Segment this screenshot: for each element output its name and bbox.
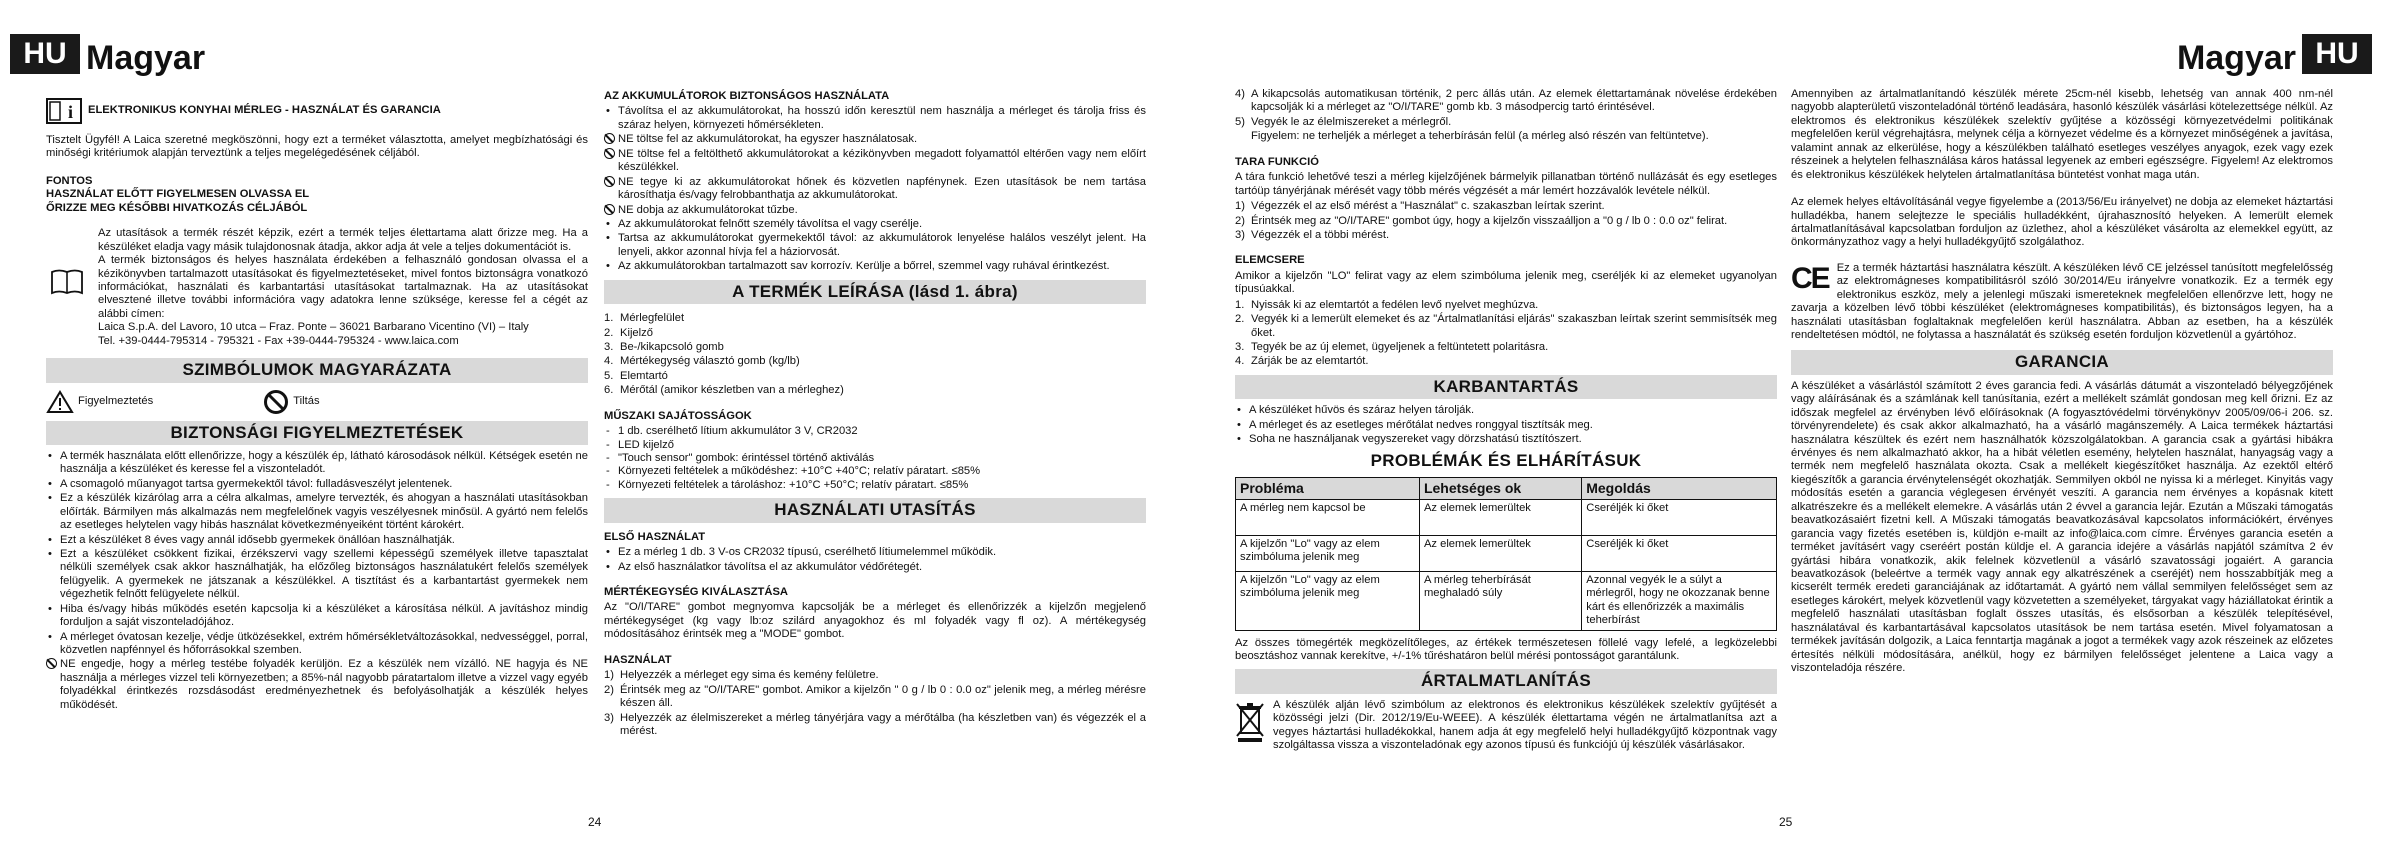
- fontos-text-2: A termék biztonságos és helyes használata érdekében a felhasználó gondosan olvassa el a kézikönyvben tartalmazott utasításokat és figyelmeztetéseket, mivel fontos biztonságra vonatkozó információkat, használati és karbantartási utasításokat tartalmaznak. Ha az utasításokat elvesztené illetve további információra vagy adatokra lenne szüksége, keresse fel a cégét az alábbi címen:: [98, 254, 588, 320]
- list-item-text: NE engedje, hogy a mérleg testébe folyadék kerüljön. Ez a készülék nem vízálló. NE hagyja és NE használja a mérleges vizzel teli környezetben; a 85%-nál nagyobb páratartalom illetve a vizzel vagy egyéb folyadékkal érintkezés rozsdásodást eredményezhetnek és befolyásolhatják a készülék helyes működését.: [60, 658, 588, 711]
- list-item-text: Érintsék meg az "O/I/TARE" gombot. Amikor a kijelzőn " 0 g / lb 0 : 0.0 oz" jelenik meg, a mérleg mérésre készen áll.: [620, 683, 1146, 710]
- prohibition-icon: [604, 133, 615, 144]
- battery-list: [604, 105, 1146, 273]
- company-address: Laica S.p.A. del Lavoro, 10 utca – Fraz. Ponte – 36021 Barbarano Vicentino (VI) – Italy: [98, 321, 529, 334]
- maintenance-heading: KARBANTARTÁS: [1235, 375, 1777, 399]
- svg-text:i: i: [68, 102, 74, 122]
- list-item-text: Kijelző: [620, 326, 653, 339]
- list-item: • Ezt a készüléket 8 éves vagy annál idősebb gyermekek önállóan használhatják.: [46, 534, 588, 547]
- list-item-text: Végezzék el a többi mérést.: [1251, 228, 1390, 241]
- prohibition-icon: [46, 658, 57, 669]
- list-item: [1235, 88, 1777, 115]
- usage-heading: HASZNÁLATI UTASÍTÁS: [604, 498, 1146, 522]
- page-number: 25: [1779, 815, 1793, 829]
- list-item: [604, 133, 1146, 146]
- list-item: 4. Mértékegység választó gomb (kg/lb): [604, 355, 800, 368]
- list-item: 6. Mérőtál (amikor készletben van a mérleghez): [604, 384, 844, 397]
- warranty-text: A készüléket a vásárlástól számított 2 éves garancia fedi. A vásárlás dátumát a viszonteladó bélyegzőjének vagy aláírásának és a számlának kell tanúsítania, ezért a mellékelt számlát gondosan meg kell őrizni. Ez az időszak megfelel az érvényben lévő előírásoknak (A fogyasztóvédelmi törvénykönyv 2005/09/06-i 206. sz. törvényrendelete) és csak akkor alkalmazható, ha a vásárló magánszemély. A Laica termékek háztartási használatra készültek és ezért nem használhatók közszolgálatokban. A garancia csak a gyártási hibákra érvényes és nem alkalmazható akkor, ha a hibát véletlen esemény, helytelen használat, hanyagság vagy a termék nem megfelelő használata okozta. Csak a mellékelt kiegészítőket használja. Az ezektől eltérő kiegészítők a garancia érvénytelenségét okozhatják. Semmilyen okból ne nyissa ki a mérleget. Kinyitás vagy módosítás esetén a garancia véglegesen érvényét veszíti. A garancia nem érvényes a kopásnak kitett alkatrészekre és a mellékelt elemekre. A vásárlás után 2 évvel a garancia lejár. Ezután a Műszaki támogatás beavatkozásaiért fizetni kell. A Műszaki támogatás beavatkozásával kapcsolatos információkért, érvényes garancia vagy fizetés esetében is, küldjön e-mailt az info@laica.com címre. Érvényes garancia esetén a terméket javításért vagy cseréért postán küldje el. A garancia idejére a vásárlás napjától számítva 2 év gyártási hibára vonatkozik, akik felelnek közvetlenül a vásárló szavatossági jogaiért. A garancia beavatkozások (beleértve a termék vagy annak egy alkatrészének a cseréjét) nem hosszabbítják meg a kicserélt termék eredeti garanciájának az időtartamát. A gyártó nem vállal semmilyen felelősséget sem az esetleges károkért, melyek közvetlenül vagy közvetetten a személyeket, tárgyakat vagy háziállatokat érintik a megfelelő használati utasításban foglalt összes utasítás, és elsősorban a készülék telepítésével, használatával és karbantartásával kapcsolatos utasítások be nem tartása esetén. Mivel folyamatosan a termékek javításán dolgozik, a Laica fenntartja magának a jogot a termékek vagy azok részeinek az előzetes értesítés nélküli módosítására, anélkül, hogy ez bármilyen felelősséget jelentene a Laica vagy a viszonteladója részére.: [1791, 379, 2333, 675]
- intro-text: Tisztelt Ügyfél! A Laica szeretné megköszönni, hogy ezt a terméket választotta, amelyet megbízhatósági és minőségi kritériumok alapján terveztünk a teljes megelégedésének céljából.: [46, 134, 588, 160]
- list-item: 4. Zárják be az elemtartót.: [1235, 355, 1369, 368]
- list-item-text: Nyissák ki az elemtartót a fedélen levő nyelvet meghúzva.: [1251, 298, 1539, 311]
- list-item: [604, 148, 1146, 175]
- tech-heading: MŰSZAKI SAJÁTOSSÁGOK: [604, 409, 752, 422]
- ce-mark-icon: CE: [1791, 261, 1829, 295]
- table-cell: A kijelzőn "Lo" vagy az elem szimbóluma jelenik meg: [1236, 535, 1420, 571]
- list-item: 3. Be-/kikapcsoló gomb: [604, 340, 724, 353]
- description-heading: A TERMÉK LEÍRÁSA (lásd 1. ábra): [604, 280, 1146, 304]
- safety-list: [46, 450, 588, 712]
- right-column-1: [1235, 88, 1777, 755]
- battery-change-heading: ELEMCSERE: [1235, 254, 1305, 267]
- list-item: • Az akkumulátorokat felnőtt személy távolítsa el vagy cserélje.: [604, 218, 1146, 231]
- tare-list: [1235, 200, 1777, 242]
- prohibition-icon: [604, 148, 615, 159]
- fontos-read: HASZNÁLAT ELŐTT FIGYELMESEN OLVASSA EL: [46, 188, 310, 201]
- list-item: [1235, 130, 1777, 143]
- list-item: - 1 db. cserélhető lítium akkumulátor 3 V, CR2032: [604, 425, 1146, 438]
- manual-info-icon: [46, 98, 82, 124]
- list-item-text: NE töltse fel az akkumulátorokat, ha egyszer használatosak.: [618, 133, 918, 146]
- list-item-text: Figyelem: ne terheljék a mérleget a teherbírásán felül (a mérleg alsó részén van feltüntetve).: [1251, 130, 1709, 143]
- list-item-text: Vegyék le az élelmiszereket a mérlegről.: [1251, 115, 1452, 128]
- intro-title: ELEKTRONIKUS KONYHAI MÉRLEG - HASZNÁLAT ÉS GARANCIA: [88, 104, 441, 117]
- list-item: • Ez a mérleg 1 db. 3 V-os CR2032 típusú, cserélhető lítiumelemmel működik.: [604, 546, 1146, 559]
- list-item: 3. Tegyék be az új elemet, ügyeljenek a feltüntetett polaritásra.: [1235, 341, 1549, 353]
- continued-usage-list: [1235, 88, 1777, 144]
- list-item-text: Zárják be az elemtartót.: [1251, 355, 1369, 368]
- disposal-text: A készülék alján lévő szimbólum az elektronos és elektronikus készülékek szelektív gyűjtését a közösségi jelzi (Dir. 2012/19/Eu-WEEE). A készülék élettartama végén ne ártalmatlanítsa azt a vegyes háztartási hulladékokkal, hanem adja át egy megfelelő helyi hulladékgyűjtő központnak vagy szolgáltassa vissza a viszonteladónak egy azonos típusú és funkciójú új készülék vásárlásakor.: [1273, 698, 1777, 752]
- symbol-forbidden-label: Tiltás: [293, 394, 320, 407]
- list-item: 2) Érintsék meg az "O/I/TARE" gombot. Amikor a kijelzőn " 0 g / lb 0 : 0.0 oz" jelenik meg, a mérleg mérésre készen áll.: [604, 683, 1146, 710]
- battery-change-list: [1235, 299, 1777, 369]
- list-item: • A csomagoló műanyagot tartsa gyermekektől távol: fulladásveszélyt jelentenek.: [46, 478, 588, 491]
- fontos-text-1: Az utasítások a termék részét képzik, ezért a termék teljes élettartama alatt őrizze meg. Ha a készüléket eladja vagy másik tulajdonosnak átadja, akkor adja át vele a teljes dokumentációt is.: [98, 227, 588, 253]
- tare-heading: TARA FUNKCIÓ: [1235, 155, 1319, 168]
- list-item-text: Be-/kikapcsoló gomb: [620, 340, 724, 353]
- first-use-list: [604, 546, 1146, 574]
- language-title: Magyar: [2176, 39, 2296, 77]
- problems-heading: PROBLÉMÁK ÉS ELHÁRÍTÁSUK: [1370, 450, 1642, 470]
- list-item-text: Elemtartó: [620, 369, 668, 382]
- unit-text: Az "O/I/TARE" gombot megnyomva kapcsolják be a mérleget és ellenőrizzék a kijelzőn megjelenő mértékegységet (kg vagy lb:oz szilárd anyagokhoz és ml folyadék vagy fl oz). A mértékegység módosításához érintsék meg a "MODE" gombot.: [604, 601, 1146, 641]
- list-item: 3) Végezzék el a többi mérést.: [1235, 228, 1390, 241]
- list-item: - Környezeti feltételek a működéshez: +10°C +40°C; relatív páratart. ≤85%: [604, 465, 1146, 478]
- first-use-heading: ELSŐ HASZNÁLAT: [604, 530, 706, 543]
- list-item: • A mérleget óvatosan kezelje, védje ütközésekkel, extrém hőmérsékletváltozásokkal, nedvességgel, porral, közvetlen napfénnyel és hőforrásokkal szemben.: [46, 631, 588, 658]
- troubleshooting-table: [1235, 477, 1777, 631]
- list-item: 1. Nyissák ki az elemtartót a fedélen levő nyelvet meghúzva.: [1235, 298, 1539, 311]
- right-column-2: [1791, 88, 2333, 677]
- table-cell: A mérleg nem kapcsol be: [1236, 499, 1420, 535]
- table-row: [1236, 571, 1777, 630]
- list-item: 1. Mérlegfelület: [604, 312, 685, 325]
- battery-disposal-text: Az elemek helyes eltávolításánál vegye figyelembe a (2013/56/Eu irányelvet) ne dobja az elemeket háztartási hulladékba, hanem selejtezze le speciális hulladékként, újrahasznosító helyeken. A lemerült elemek ártalmatlanításával kapcsolatban forduljon az üzlethez, ahol a készüléket vásárolta az elemekkel együtt, az önkormányzathoz vagy a helyi hulladékgyűjtő szolgálathoz.: [1791, 196, 2333, 249]
- list-item: 3) Helyezzék az élelmiszereket a mérleg tányérjára vagy a mérőtálba (ha készletben van) és végezzék el a mérést.: [604, 711, 1146, 737]
- list-item: • Távolítsa el az akkumulátorokat, ha hosszú időn keresztül nem használja a mérleget és tárolja friss és száraz helyen, környezeti hőmérsékleten.: [604, 105, 1146, 132]
- list-item: - Környezeti feltételek a tároláshoz: +10°C +50°C; relatív páratart. ≤85%: [604, 479, 1146, 492]
- list-item-text: Mértékegység választó gomb (kg/lb): [620, 355, 800, 368]
- list-item: - "Touch sensor" gombok: érintéssel történő aktiválás: [604, 452, 1146, 465]
- description-list: [604, 312, 1146, 398]
- list-item: 2) Érintsék meg az "O/I/TARE" gombot úgy, hogy a kijelzőn visszaálljon a "0 g / lb 0 : 0.0 oz" felirat.: [1235, 214, 1728, 227]
- list-item-text: Helyezzék a mérleget egy sima és kemény felületre.: [620, 669, 879, 682]
- list-item: [604, 204, 1146, 217]
- list-number: 4): [1235, 88, 1245, 100]
- list-item-text: Mérőtál (amikor készletben van a mérleghez): [620, 384, 844, 397]
- list-item-text: Végezzék el az első mérést a "Használat" c. szakaszban leírtak szerint.: [1251, 200, 1605, 213]
- warranty-heading: GARANCIA: [1791, 350, 2333, 374]
- symbols-heading: SZIMBÓLUMOK MAGYARÁZATA: [46, 358, 588, 382]
- list-item-text: NE dobja az akkumulátorokat tűzbe.: [618, 203, 798, 216]
- language-badge: HU: [2302, 34, 2372, 74]
- list-item-text: Helyezzék az élelmiszereket a mérleg tányérjára vagy a mérőtálba (ha készletben van) és végezzék el a mérést.: [620, 711, 1146, 737]
- right-page: [1191, 0, 2382, 843]
- manual-book-icon: [50, 268, 84, 296]
- table-header: Megoldás: [1582, 477, 1777, 499]
- list-item: - LED kijelző: [604, 439, 1146, 452]
- list-item: • A mérleget és az esetleges mérőtálat nedves ronggyal tisztítsák meg.: [1235, 419, 1777, 432]
- left-column-1: [46, 88, 588, 713]
- list-number: 5): [1235, 115, 1245, 128]
- list-item-text: Érintsék meg az "O/I/TARE" gombot úgy, hogy a kijelzőn visszaálljon a "0 g / lb 0 : 0.0 oz" felirat.: [1251, 214, 1728, 227]
- prohibition-icon: [604, 204, 615, 215]
- table-cell: Cseréljék ki őket: [1582, 499, 1777, 535]
- table-row: [1236, 535, 1777, 571]
- disposal-size-text: Amennyiben az ártalmatlanítandó készülék mérete 25cm-nél kisebb, lehetség van annak 400 nm-nél nagyobb alapterületű viszonteladónál történő leadására, hasonló készülék vásárlási kötelezettsége nélkül. Az elektromos és elektronikus készülékek szelektív gyűjtése a közösségi környezetvédelmi politikának megfelelően kerül végrehajtásra, melynek célja a környezet védelme és a környezet minőségének a javítása, valamint annak az elkerülése, hogy a készülékben található esetleges veszélyes anyagok, ezek vagy ezek részeinek a helytelen felhasználása káros hatással legyenek az emberi egészségre. Figyelem! Az elektromos és elektronikus készülékek helytelen ártalmatlanítása büntetést vonhat maga után.: [1791, 88, 2333, 181]
- symbol-warning-label: Figyelmeztetés: [78, 394, 154, 407]
- usage-sub-heading: HASZNÁLAT: [604, 653, 672, 666]
- list-item: • Tartsa az akkumulátorokat gyermekektől távol: az akkumulátorok lenyelése halálos veszélyt jelent. Ha lenyeli, akkor azonnal hívja fel a háziorvosát.: [604, 232, 1146, 259]
- company-contacts: Tel. +39-0444-795314 - 795321 - Fax +39-0444-795324 - www.laica.com: [98, 334, 459, 347]
- list-item-text: NE tegye ki az akkumulátorokat hőnek és közvetlen napfénynek. Ezen utasítások be nem tartása károsíthatja és/vagy felrobbanthatja az akkumulátorokat.: [618, 175, 1146, 202]
- prohibition-icon: [604, 176, 615, 187]
- list-item-text: NE töltse fel a feltölthető akkumulátorokat a kézikönyvben megadott folyamattól eltérően vagy nem előírt készülékkel.: [618, 147, 1146, 174]
- weee-bin-icon: [1235, 701, 1265, 743]
- unit-heading: MÉRTÉKEGYSÉG KIVÁLASZTÁSA: [604, 586, 788, 599]
- list-item: • A termék használata előtt ellenőrizze, hogy a készülék ép, látható károsodások nélkül. Kétségek esetén ne használja a készüléket és keresse fel a viszonteladót.: [46, 450, 588, 477]
- list-item: • Ezt a készüléket csökkent fizikai, érzékszervi vagy szellemi képességű személyek illetve tapasztalat nélküli személyek csak akkor használhatják, ha előzőleg biztonságos használatukért felelős személyek felügyelik. A gyermekek ne játszanak a készülékkel. A tisztítást és a karbantartást gyermekek nem végezhetik felnőtt felügyelete nélkül.: [46, 548, 588, 602]
- table-note: Az összes tömegérték megközelítőleges, az értékek természetesen föllelé vagy lefelé, a legközelebbi beosztáshoz vannak kerekítve, +/-1% tűréshatáron belül mérési pontosságot garantálunk.: [1235, 636, 1777, 662]
- disposal-heading: ÁRTALMATLANÍTÁS: [1235, 669, 1777, 693]
- table-cell: A kijelzőn "Lo" vagy az elem szimbóluma jelenik meg: [1236, 571, 1420, 630]
- fontos-label: FONTOS: [46, 174, 93, 187]
- list-item: • Hiba és/vagy hibás működés esetén kapcsolja ki a készüléket a károsítása nélkül. A javításhoz mindig forduljon a saját viszonteladójához.: [46, 603, 588, 630]
- page-number: 24: [588, 815, 602, 829]
- tare-text: A tára funkció lehetővé teszi a mérleg kijelzőjének bármelyik pillanatban történő nullázását és egy esetleges tartóüp tányérjának mérését vagy több mérés végzését a már lemért hozzávalók levétele nélkül.: [1235, 171, 1777, 197]
- warning-triangle-icon: [46, 390, 74, 414]
- list-item-text: Tegyék be az új elemet, ügyeljenek a feltüntetett polaritásra.: [1251, 341, 1549, 353]
- list-item: • A készüléket hűvös és száraz helyen tárolják.: [1235, 404, 1777, 417]
- table-header: Lehetséges ok: [1419, 477, 1581, 499]
- language-badge: HU: [10, 34, 80, 74]
- maintenance-list: [1235, 404, 1777, 446]
- list-item: 5. Elemtartó: [604, 369, 668, 382]
- list-item-text: Vegyék ki a lemerült elemeket és az "Ártalmatlanítási eljárás" szakaszban leírtak szerint semmisítsék meg őket.: [1251, 313, 1777, 339]
- left-column-2: [604, 88, 1146, 739]
- list-item: [46, 658, 588, 712]
- safety-heading: BIZTONSÁGI FIGYELMEZTETÉSEK: [46, 421, 588, 445]
- battery-heading: AZ AKKUMULÁTOROK BIZTONSÁGOS HASZNÁLATA: [604, 90, 890, 102]
- list-item: • Soha ne használjanak vegyszereket vagy dörzshatású tisztítószert.: [1235, 433, 1777, 446]
- table-cell: Az elemek lemerültek: [1419, 499, 1581, 535]
- fontos-keep: ŐRIZZE MEG KÉSŐBBI HIVATKOZÁS CÉLJÁBÓL: [46, 201, 308, 214]
- list-item: [604, 176, 1146, 203]
- table-cell: Az elemek lemerültek: [1419, 535, 1581, 571]
- list-item: 1) Végezzék el az első mérést a "Használat" c. szakaszban leírtak szerint.: [1235, 200, 1605, 213]
- table-cell: Azonnal vegyék le a súlyt a mérlegről, hogy ne okozzanak benne kárt és ellenőrizzék a maximális teherbírást: [1582, 571, 1777, 630]
- table-cell: Cseréljék ki őket: [1582, 535, 1777, 571]
- list-item-text: A kikapcsolás automatikusan történik, 2 perc állás után. Az elemek élettartamának növelése érdekében kapcsolják ki a mérleget az "O/I/TARE" gomb kb. 3 másodpercig tartó érintésével.: [1251, 88, 1777, 114]
- list-item: 2. Kijelző: [604, 326, 653, 339]
- list-item: 2. Vegyék ki a lemerült elemeket és az "Ártalmatlanítási eljárás" szakaszban leírtak szerint semmisítsék meg őket.: [1235, 313, 1777, 339]
- battery-change-text: Amikor a kijelzőn "LO" felirat vagy az elem szimbóluma jelenik meg, cseréljék ki az elemeket ugyanolyan típusúakkal.: [1235, 269, 1777, 296]
- table-row: [1236, 499, 1777, 535]
- list-item-text: Mérlegfelület: [620, 312, 685, 325]
- language-title: Magyar: [86, 39, 206, 77]
- list-item: 1) Helyezzék a mérleget egy sima és kemény felületre.: [604, 669, 879, 682]
- table-cell: A mérleg teherbírását meghaladó súly: [1419, 571, 1581, 630]
- usage-list: [604, 669, 1146, 738]
- list-item: [1235, 116, 1777, 129]
- prohibition-icon: [263, 389, 289, 415]
- ce-text: Ez a termék háztartási használatra készült. A készüléken lévő CE jelzéssel tanúsított megfelelősség az elektromágneses kompatibilitásról szóló 30/2014/Eu irányelvre vonatkozik. Ez a termék egy elektronikus eszköz, mely a jelenlegi műszaki ismereteknek megfelelően ellenőrzve lett, hogy ne zavarja a közelben lévő többi készüléket (elektromágneses kompatibilitás), és biztonságos legyen, ha a használati utasításban foglaltaknak megfelelően kerül használatra. Abban az esetben, ha a készülék rendeltetésen módtól, ne folytassa a használatát és szükség esetén forduljon közvetlenül a gyártóhoz.: [1791, 261, 2333, 341]
- list-item: • Ez a készülék kizárólag arra a célra alkalmas, amelyre tervezték, és ahogyan a használati utasításokban előírták. Bármilyen más alkalmazás nem megfelelőnek vagyis veszélyesnek minősül. A gyártó nem felelős az esetleges helytelen vagy hibás használat következményeiként történt károkért.: [46, 492, 588, 532]
- table-header: Probléma: [1236, 477, 1420, 499]
- list-item: • Az akkumulátorokban tartalmazott sav korrozív. Kerülje a bőrrel, szemmel vagy ruhával érintkezést.: [604, 260, 1146, 273]
- list-item: • Az első használatkor távolítsa el az akkumulátor védőrétegét.: [604, 561, 1146, 574]
- tech-list: [604, 425, 1146, 492]
